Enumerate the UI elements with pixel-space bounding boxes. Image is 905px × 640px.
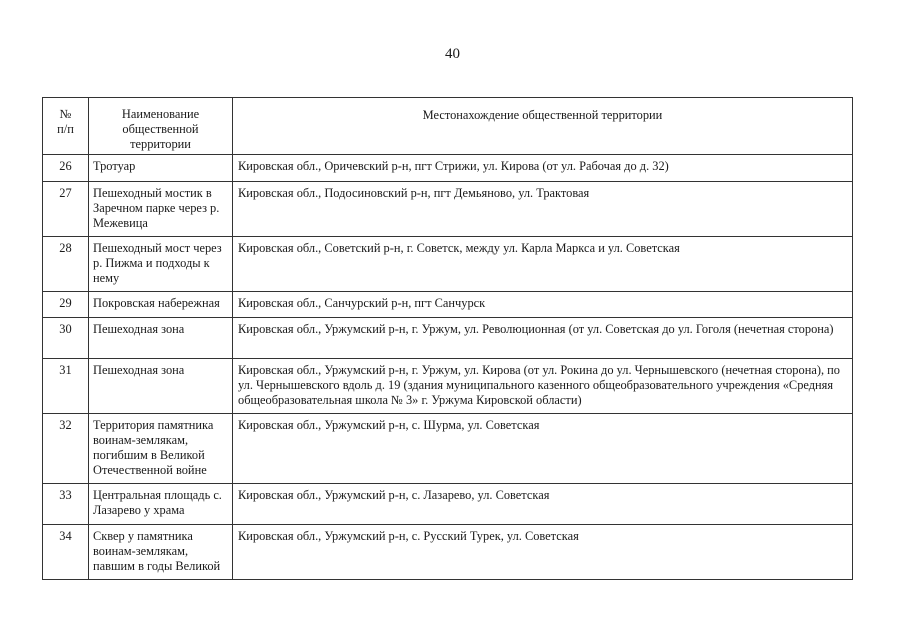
territory-location: Кировская обл., Оричевский р-н, пгт Стрижи, ул. Кирова (от ул. Рабочая до д. 32) bbox=[233, 155, 853, 182]
table-row bbox=[43, 318, 853, 359]
territory-location: Кировская обл., Уржумский р-н, г. Уржум, ул. Революционная (от ул. Советская до ул. Гоголя (нечетная сторона) bbox=[233, 318, 853, 359]
row-number: 33 bbox=[43, 484, 89, 525]
territory-location: Кировская обл., Советский р-н, г. Советск, между ул. Карла Маркса и ул. Советская bbox=[233, 237, 853, 292]
row-number: 32 bbox=[43, 414, 89, 484]
table-header-row bbox=[43, 98, 853, 155]
territory-name: Покровская набережная bbox=[89, 292, 233, 318]
territory-location: Кировская обл., Подосиновский р-н, пгт Демьяново, ул. Трактовая bbox=[233, 182, 853, 237]
header-name-label: Наименование общественной территории bbox=[121, 107, 200, 151]
territory-name: Пешеходная зона bbox=[89, 318, 233, 359]
header-num-label: № п/п bbox=[57, 107, 74, 136]
territory-location: Кировская обл., Санчурский р-н, пгт Санчурск bbox=[233, 292, 853, 318]
territory-location: Кировская обл., Уржумский р-н, с. Лазарево, ул. Советская bbox=[233, 484, 853, 525]
territory-name: Центральная площадь с. Лазарево у храма bbox=[89, 484, 233, 525]
table-row bbox=[43, 237, 853, 292]
territory-name: Пешеходный мост через р. Пижма и подходы к нему bbox=[89, 237, 233, 292]
territory-name: Сквер у памятника воинам-землякам, павшим в годы Великой bbox=[89, 525, 233, 580]
table-row bbox=[43, 414, 853, 484]
row-number: 27 bbox=[43, 182, 89, 237]
page-number: 40 bbox=[445, 46, 460, 62]
territory-name: Территория памятника воинам-землякам, погибшим в Великой Отечественной войне bbox=[89, 414, 233, 484]
header-name bbox=[89, 98, 233, 155]
table-row bbox=[43, 525, 853, 580]
territory-location: Кировская обл., Уржумский р-н, с. Шурма, ул. Советская bbox=[233, 414, 853, 484]
table-row bbox=[43, 292, 853, 318]
territory-location: Кировская обл., Уржумский р-н, г. Уржум, ул. Кирова (от ул. Рокина до ул. Чернышевского (нечетная сторона), по ул. Чернышевского вдоль д. 19 (здания муниципального казенного общеобразовательного учреждения «Средняя общеобразовательная школа № 3» г. Уржума Кировской области) bbox=[233, 359, 853, 414]
table-row bbox=[43, 155, 853, 182]
row-number: 34 bbox=[43, 525, 89, 580]
territory-name: Тротуар bbox=[89, 155, 233, 182]
territory-location: Кировская обл., Уржумский р-н, с. Русский Турек, ул. Советская bbox=[233, 525, 853, 580]
table-row bbox=[43, 359, 853, 414]
header-num bbox=[43, 98, 89, 155]
row-number: 26 bbox=[43, 155, 89, 182]
row-number: 28 bbox=[43, 237, 89, 292]
header-location bbox=[233, 98, 853, 155]
territory-name: Пешеходный мостик в Заречном парке через р. Межевица bbox=[89, 182, 233, 237]
row-number: 29 bbox=[43, 292, 89, 318]
header-location-label: Местонахождение общественной территории bbox=[422, 108, 663, 122]
row-number: 30 bbox=[43, 318, 89, 359]
territory-name: Пешеходная зона bbox=[89, 359, 233, 414]
table-row bbox=[43, 182, 853, 237]
table-row bbox=[43, 484, 853, 525]
territories-table bbox=[42, 97, 853, 580]
row-number: 31 bbox=[43, 359, 89, 414]
